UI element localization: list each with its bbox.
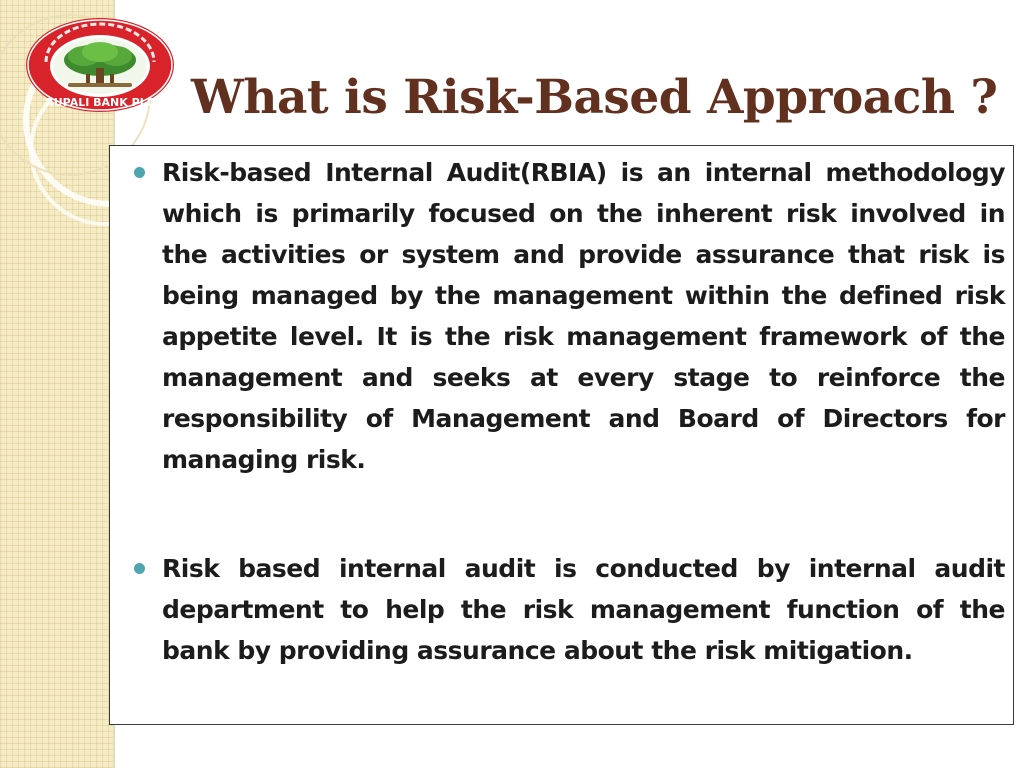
rupali-bank-logo — [24, 16, 176, 114]
list-item — [162, 152, 1005, 480]
bullet-icon — [134, 167, 145, 178]
bullet-icon — [134, 563, 145, 574]
logo-text: RUPALI BANK PLC — [45, 96, 155, 109]
content-box — [109, 145, 1014, 725]
list-item — [162, 548, 1005, 671]
bullet-text: Risk-based Internal Audit(RBIA) is an internal methodology which is primarily focused on the inherent risk involved in the activities or system and provide assurance that risk is being managed by the management within the defined risk appetite level. It is the risk management framework of the management and seeks at every stage to reinforce the responsibility of Management and Board of Directors for managing risk. — [162, 158, 1005, 474]
bullet-text: Risk based internal audit is conducted by internal audit department to help the risk management function of the bank by providing assurance about the risk mitigation. — [162, 554, 1005, 665]
page-title: What is Risk-Based Approach ? — [191, 70, 998, 125]
